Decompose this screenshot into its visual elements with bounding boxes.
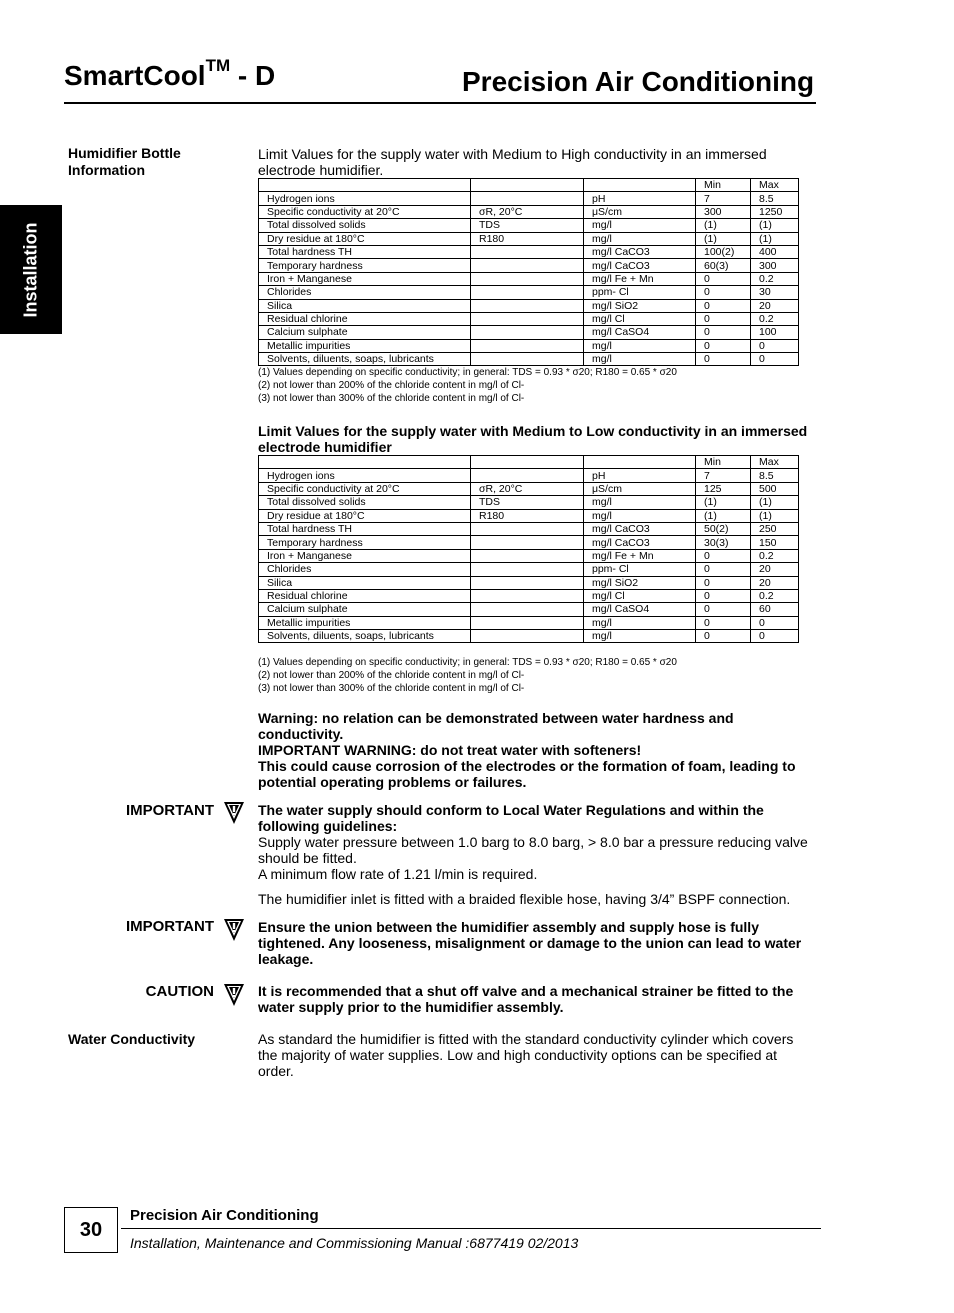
table-cell [471, 469, 584, 482]
table-cell: 1250 [751, 205, 799, 218]
page-number: 30 [64, 1207, 118, 1253]
table-cell: 400 [751, 245, 799, 258]
table-cell: mg/l [584, 232, 696, 245]
important1-text [258, 802, 816, 907]
table-cell: pH [584, 192, 696, 205]
limit-values-table-high [258, 178, 799, 366]
table-cell: ppm- Cl [584, 563, 696, 576]
table-cell: 7 [696, 192, 751, 205]
table-cell: 300 [751, 259, 799, 272]
table-cell: (1) [696, 232, 751, 245]
table-row [259, 232, 799, 245]
table-cell [471, 576, 584, 589]
table-row [259, 469, 799, 482]
table-cell: 60 [751, 603, 799, 616]
table-cell: 0.2 [751, 312, 799, 325]
table-cell: 250 [751, 522, 799, 535]
table-cell [584, 179, 696, 192]
table-cell: μS/cm [584, 482, 696, 495]
table-cell: 0.2 [751, 589, 799, 602]
table-cell [471, 456, 584, 469]
table-cell: mg/l Cl [584, 312, 696, 325]
caution-label: CAUTION [145, 983, 214, 1000]
table-row [259, 219, 799, 232]
table-cell: 30 [751, 286, 799, 299]
table-row [259, 339, 799, 352]
table-cell: (1) [696, 509, 751, 522]
table-cell: Dry residue at 180°C [259, 509, 471, 522]
table-cell: Calcium sulphate [259, 603, 471, 616]
table-cell: (1) [751, 232, 799, 245]
table-cell [471, 353, 584, 366]
table-cell [471, 312, 584, 325]
table-cell: mg/l Fe + Mn [584, 549, 696, 562]
table-cell [471, 549, 584, 562]
table-cell: 8.5 [751, 192, 799, 205]
table-row [259, 630, 799, 643]
table-cell: mg/l [584, 353, 696, 366]
table2-heading: Limit Values for the supply water with Medium to Low conductivity in an immersed electrode humidifier [258, 423, 808, 455]
table-cell: mg/l CaCO3 [584, 536, 696, 549]
table-cell [471, 286, 584, 299]
table-row [259, 496, 799, 509]
footer-divider [121, 1228, 821, 1229]
table-cell: 0 [696, 339, 751, 352]
table-row [259, 326, 799, 339]
table-row [259, 245, 799, 258]
table-cell: 50(2) [696, 522, 751, 535]
table-cell: Hydrogen ions [259, 192, 471, 205]
table-cell: TDS [471, 496, 584, 509]
note: (1) Values depending on specific conductivity; in general: TDS = 0.93 * σ20; R180 = 0.65 * σ20 [258, 657, 677, 668]
table1-intro: Limit Values for the supply water with Medium to High conductivity in an immersed electrode humidifier. [258, 146, 767, 178]
table-row [259, 482, 799, 495]
table-cell: R180 [471, 509, 584, 522]
table-row [259, 192, 799, 205]
table-cell: (1) [751, 509, 799, 522]
table-cell: 0 [696, 616, 751, 629]
table-cell: Iron + Manganese [259, 272, 471, 285]
table-cell [259, 179, 471, 192]
table-cell: Silica [259, 576, 471, 589]
header-divider [64, 102, 816, 104]
table-cell [471, 326, 584, 339]
table-cell: mg/l CaCO3 [584, 245, 696, 258]
important1-line: A minimum flow rate of 1.21 l/min is required. [258, 866, 538, 882]
table-row [259, 509, 799, 522]
table-cell: Iron + Manganese [259, 549, 471, 562]
table-row [259, 205, 799, 218]
table-cell: 20 [751, 563, 799, 576]
table-cell: 0 [751, 616, 799, 629]
table-cell: 100(2) [696, 245, 751, 258]
table-cell: Temporary hardness [259, 536, 471, 549]
table-cell: mg/l CaSO4 [584, 603, 696, 616]
table-cell: Min [696, 179, 751, 192]
table-cell: 0 [696, 272, 751, 285]
warning-line: This could cause corrosion of the electrodes or the formation of foam, leading to potential operating problems or failures. [258, 758, 796, 790]
table-cell: Metallic impurities [259, 616, 471, 629]
table-cell [471, 339, 584, 352]
table-cell: ppm- Cl [584, 286, 696, 299]
table-cell: Temporary hardness [259, 259, 471, 272]
note: (3) not lower than 300% of the chloride content in mg/l of Cl- [258, 393, 525, 404]
table2-notes [258, 656, 677, 695]
note: (3) not lower than 300% of the chloride content in mg/l of Cl- [258, 683, 525, 694]
warning-block [258, 710, 816, 790]
table-cell: R180 [471, 232, 584, 245]
table-cell: 20 [751, 576, 799, 589]
table-cell [471, 245, 584, 258]
table-cell: Silica [259, 299, 471, 312]
table-cell: 0.2 [751, 272, 799, 285]
table-cell: mg/l SiO2 [584, 576, 696, 589]
table-cell: 0 [751, 353, 799, 366]
table-cell: 20 [751, 299, 799, 312]
note: (2) not lower than 200% of the chloride content in mg/l of Cl- [258, 380, 525, 391]
table-row [259, 589, 799, 602]
important-label: IMPORTANT [125, 918, 214, 935]
table-cell: mg/l Cl [584, 589, 696, 602]
table-cell [471, 272, 584, 285]
table-cell: 150 [751, 536, 799, 549]
table-cell: 60(3) [696, 259, 751, 272]
table-cell: 0 [696, 563, 751, 576]
page-title: Precision Air Conditioning [462, 66, 815, 97]
table-row [259, 299, 799, 312]
table-cell: mg/l [584, 339, 696, 352]
table-cell: 0 [751, 630, 799, 643]
table-cell [471, 603, 584, 616]
warning-line: Warning: no relation can be demonstrated between water hardness and conductivity. [258, 710, 734, 742]
table-cell [259, 456, 471, 469]
table-cell: mg/l [584, 616, 696, 629]
table-cell: 8.5 [751, 469, 799, 482]
side-tab-installation: Installation [0, 205, 62, 334]
table-cell: σR, 20°C [471, 482, 584, 495]
table-row [259, 522, 799, 535]
table-cell: 30(3) [696, 536, 751, 549]
table-cell: 0 [696, 312, 751, 325]
table-cell: Chlorides [259, 286, 471, 299]
section-heading-humidifier: Humidifier Bottle Information [68, 145, 181, 178]
warning-icon [223, 801, 245, 825]
table-cell: mg/l [584, 509, 696, 522]
table-cell: 500 [751, 482, 799, 495]
table-cell: mg/l Fe + Mn [584, 272, 696, 285]
table-cell: 0 [696, 299, 751, 312]
table-cell: mg/l CaCO3 [584, 522, 696, 535]
table-cell: 0 [696, 589, 751, 602]
water-conductivity-text: As standard the humidifier is fitted with the standard conductivity cylinder which covers the majority of water supplies. Low and high conductivity options can be specified at order. [258, 1031, 794, 1079]
table-cell: Max [751, 456, 799, 469]
table-cell: Max [751, 179, 799, 192]
table-cell: mg/l SiO2 [584, 299, 696, 312]
table-cell [471, 522, 584, 535]
table-cell: Total dissolved solids [259, 496, 471, 509]
table-cell: 0 [751, 339, 799, 352]
section-heading-water-conductivity: Water Conductivity [68, 1031, 196, 1047]
table-cell: Metallic impurities [259, 339, 471, 352]
note: (2) not lower than 200% of the chloride content in mg/l of Cl- [258, 670, 525, 681]
table-cell [584, 456, 696, 469]
table-cell: 0 [696, 326, 751, 339]
table-cell: Specific conductivity at 20°C [259, 205, 471, 218]
table-cell: 0 [696, 603, 751, 616]
table-cell [471, 630, 584, 643]
table-cell: μS/cm [584, 205, 696, 218]
table-cell [471, 259, 584, 272]
table-cell: 100 [751, 326, 799, 339]
table-cell: 0 [696, 576, 751, 589]
table-cell [471, 192, 584, 205]
table-cell: pH [584, 469, 696, 482]
caution-text: It is recommended that a shut off valve and a mechanical strainer be fitted to the water supply prior to the humidifier assembly. [258, 983, 794, 1015]
important-label: IMPORTANT [125, 802, 214, 819]
table-cell: Total hardness TH [259, 522, 471, 535]
table-cell: 7 [696, 469, 751, 482]
table-cell: 0 [696, 630, 751, 643]
table-cell: (1) [696, 219, 751, 232]
table-cell: 125 [696, 482, 751, 495]
table-cell: Total dissolved solids [259, 219, 471, 232]
brand-title: SmartCool™ - D [64, 56, 276, 91]
warning-icon [223, 918, 245, 942]
table-row [259, 549, 799, 562]
table-cell [471, 179, 584, 192]
table-cell: σR, 20°C [471, 205, 584, 218]
table-cell: Min [696, 456, 751, 469]
table-cell: 0.2 [751, 549, 799, 562]
table-cell: TDS [471, 219, 584, 232]
table-cell: Residual chlorine [259, 589, 471, 602]
table-cell: Residual chlorine [259, 312, 471, 325]
table-header-row [259, 179, 799, 192]
important2-text: Ensure the union between the humidifier assembly and supply hose is fully tightened. Any looseness, misalignment or damage to the union can lead to water leakage. [258, 919, 802, 967]
table-cell: Solvents, diluents, soaps, lubricants [259, 630, 471, 643]
limit-values-table-low [258, 455, 799, 643]
table-cell: 300 [696, 205, 751, 218]
table-header-row [259, 456, 799, 469]
table-cell: mg/l [584, 219, 696, 232]
footer-subtitle: Installation, Maintenance and Commissioning Manual :6877419 02/2013 [130, 1235, 579, 1251]
table-cell: (1) [751, 496, 799, 509]
note: (1) Values depending on specific conductivity; in general: TDS = 0.93 * σ20; R180 = 0.65 * σ20 [258, 367, 677, 378]
important1-bold: The water supply should conform to Local Water Regulations and within the following guidelines: [258, 802, 764, 834]
table-cell [471, 616, 584, 629]
table-row [259, 272, 799, 285]
important1-line: Supply water pressure between 1.0 barg to 8.0 barg, > 8.0 bar a pressure reducing valve should be fitted. [258, 834, 808, 866]
table-cell: (1) [696, 496, 751, 509]
table-cell: mg/l CaSO4 [584, 326, 696, 339]
table-row [259, 286, 799, 299]
table-cell: mg/l [584, 496, 696, 509]
table-row [259, 616, 799, 629]
table-row [259, 603, 799, 616]
table-cell: 0 [696, 549, 751, 562]
table-row [259, 259, 799, 272]
table-cell [471, 536, 584, 549]
table-cell: Total hardness TH [259, 245, 471, 258]
table-cell: (1) [751, 219, 799, 232]
table-row [259, 312, 799, 325]
table-cell: 0 [696, 353, 751, 366]
table-cell: Dry residue at 180°C [259, 232, 471, 245]
table-cell [471, 563, 584, 576]
table-cell: Chlorides [259, 563, 471, 576]
table-cell [471, 589, 584, 602]
table-row [259, 563, 799, 576]
table-cell: mg/l CaCO3 [584, 259, 696, 272]
table-cell: 0 [696, 286, 751, 299]
table-row [259, 576, 799, 589]
table-cell [471, 299, 584, 312]
table1-notes [258, 366, 677, 405]
important1-line: The humidifier inlet is fitted with a braided flexible hose, having 3/4” BSPF connection. [258, 891, 791, 907]
table-row [259, 353, 799, 366]
warning-icon [223, 983, 245, 1007]
table-cell: Specific conductivity at 20°C [259, 482, 471, 495]
table-cell: Solvents, diluents, soaps, lubricants [259, 353, 471, 366]
footer-title: Precision Air Conditioning [130, 1207, 319, 1224]
table-row [259, 536, 799, 549]
warning-line: IMPORTANT WARNING: do not treat water with softeners! [258, 742, 642, 758]
table-cell: mg/l [584, 630, 696, 643]
table-cell: Calcium sulphate [259, 326, 471, 339]
table-cell: Hydrogen ions [259, 469, 471, 482]
